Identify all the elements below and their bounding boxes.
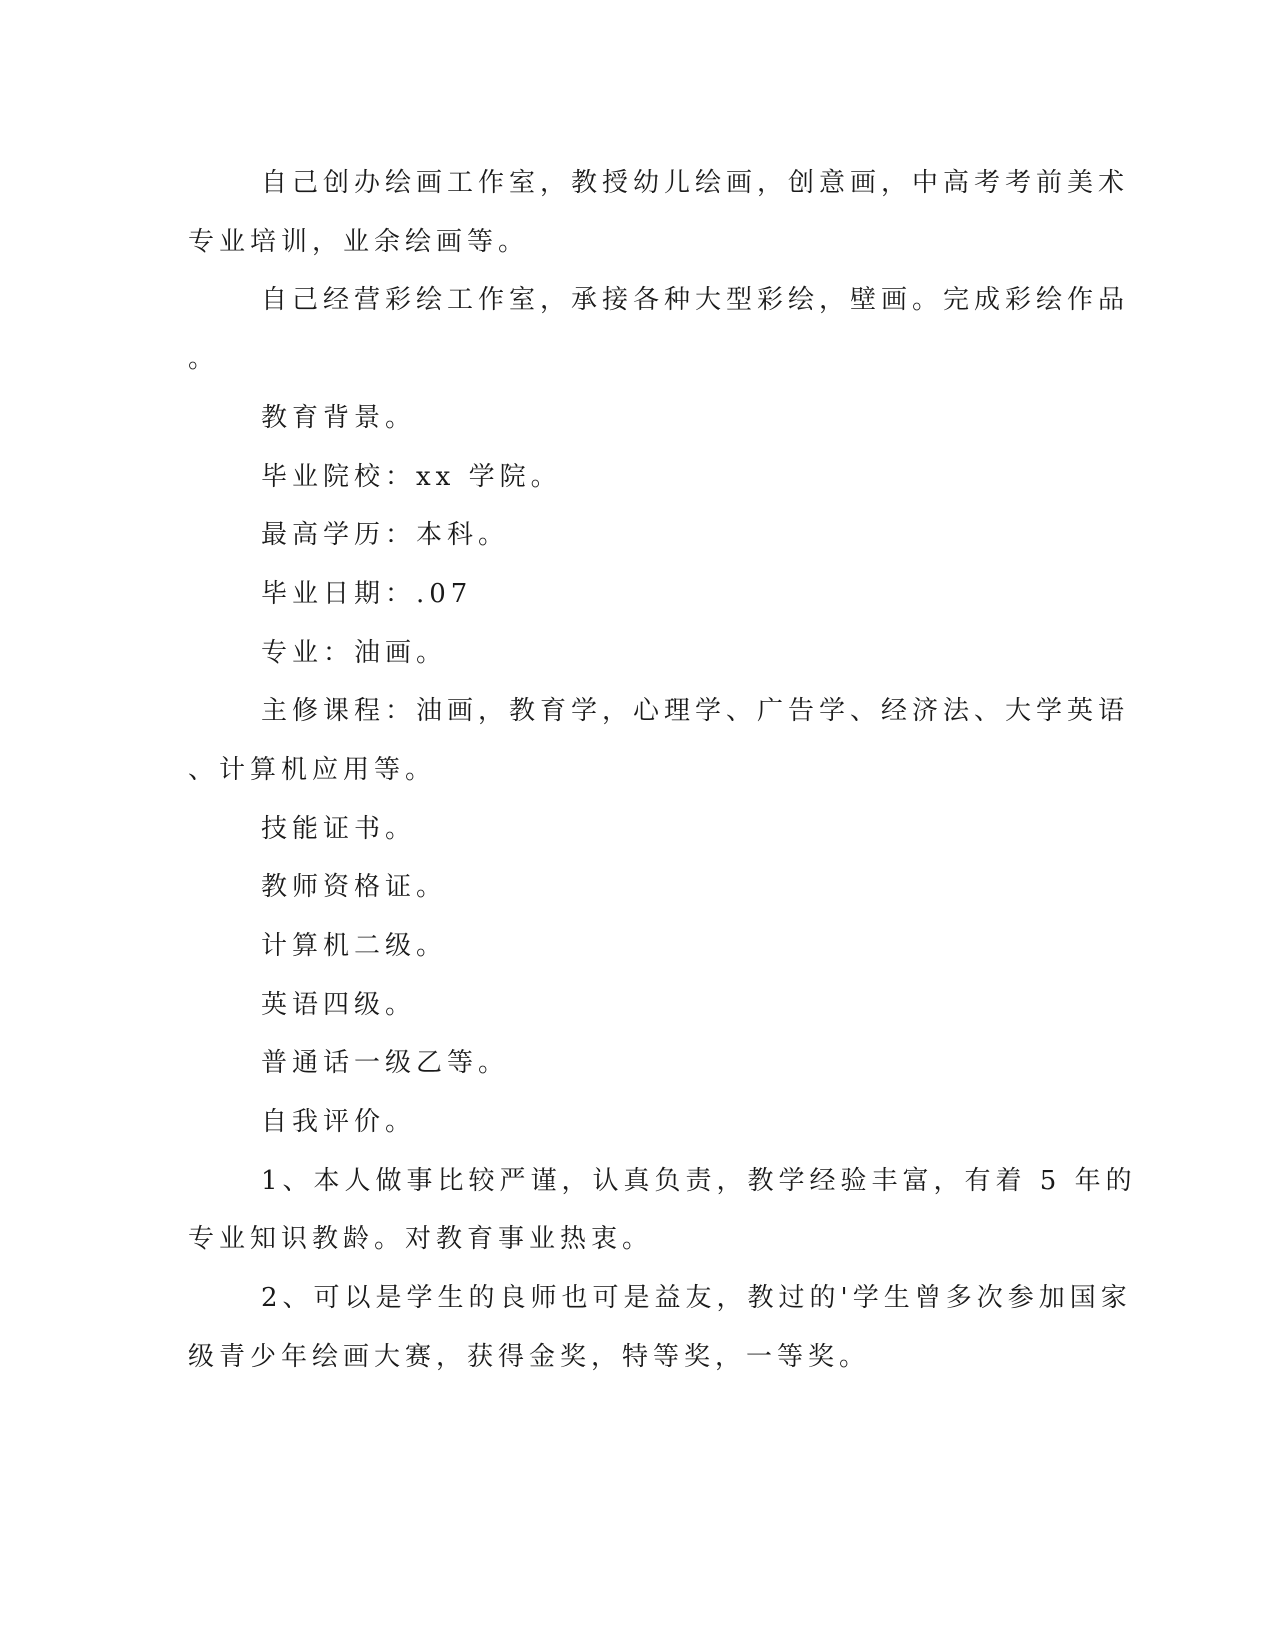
section-heading-certificates: 技能证书。 bbox=[261, 814, 417, 844]
paragraph-1-line-2: 专业培训，业余绘画等。 bbox=[188, 227, 530, 257]
paragraph-2-line-2: 。 bbox=[188, 344, 220, 374]
certificate-computer: 计算机二级。 bbox=[261, 931, 448, 961]
paragraph-2-line-1: 自己经营彩绘工作室，承接各种大型彩绘，壁画。完成彩绘作品 bbox=[261, 285, 1130, 315]
section-heading-self-evaluation: 自我评价。 bbox=[261, 1107, 417, 1137]
graduation-date: 毕业日期：.07 bbox=[261, 579, 473, 609]
evaluation-1-line-2: 专业知识教龄。对教育事业热衷。 bbox=[188, 1224, 654, 1254]
certificate-english: 英语四级。 bbox=[261, 990, 417, 1020]
evaluation-2-line-2: 级青少年绘画大赛，获得金奖，特等奖，一等奖。 bbox=[188, 1342, 871, 1372]
courses-line-2: 、计算机应用等。 bbox=[188, 755, 437, 785]
paragraph-1-line-1: 自己创办绘画工作室，教授幼儿绘画，创意画，中高考考前美术 bbox=[261, 168, 1130, 198]
highest-degree: 最高学历：本科。 bbox=[261, 520, 510, 550]
section-heading-education: 教育背景。 bbox=[261, 403, 417, 433]
evaluation-2-line-1: 2、可以是学生的良师也可是益友，教过的'学生曾多次参加国家 bbox=[261, 1283, 1132, 1313]
evaluation-1-line-1: 1、本人做事比较严谨，认真负责，教学经验丰富，有着 5 年的 bbox=[261, 1166, 1137, 1196]
certificate-mandarin: 普通话一级乙等。 bbox=[261, 1048, 510, 1078]
courses-line-1: 主修课程：油画，教育学，心理学、广告学、经济法、大学英语 bbox=[261, 696, 1130, 726]
graduate-school: 毕业院校：xx 学院。 bbox=[261, 462, 562, 492]
certificate-teacher: 教师资格证。 bbox=[261, 872, 448, 902]
major: 专业：油画。 bbox=[261, 638, 448, 668]
